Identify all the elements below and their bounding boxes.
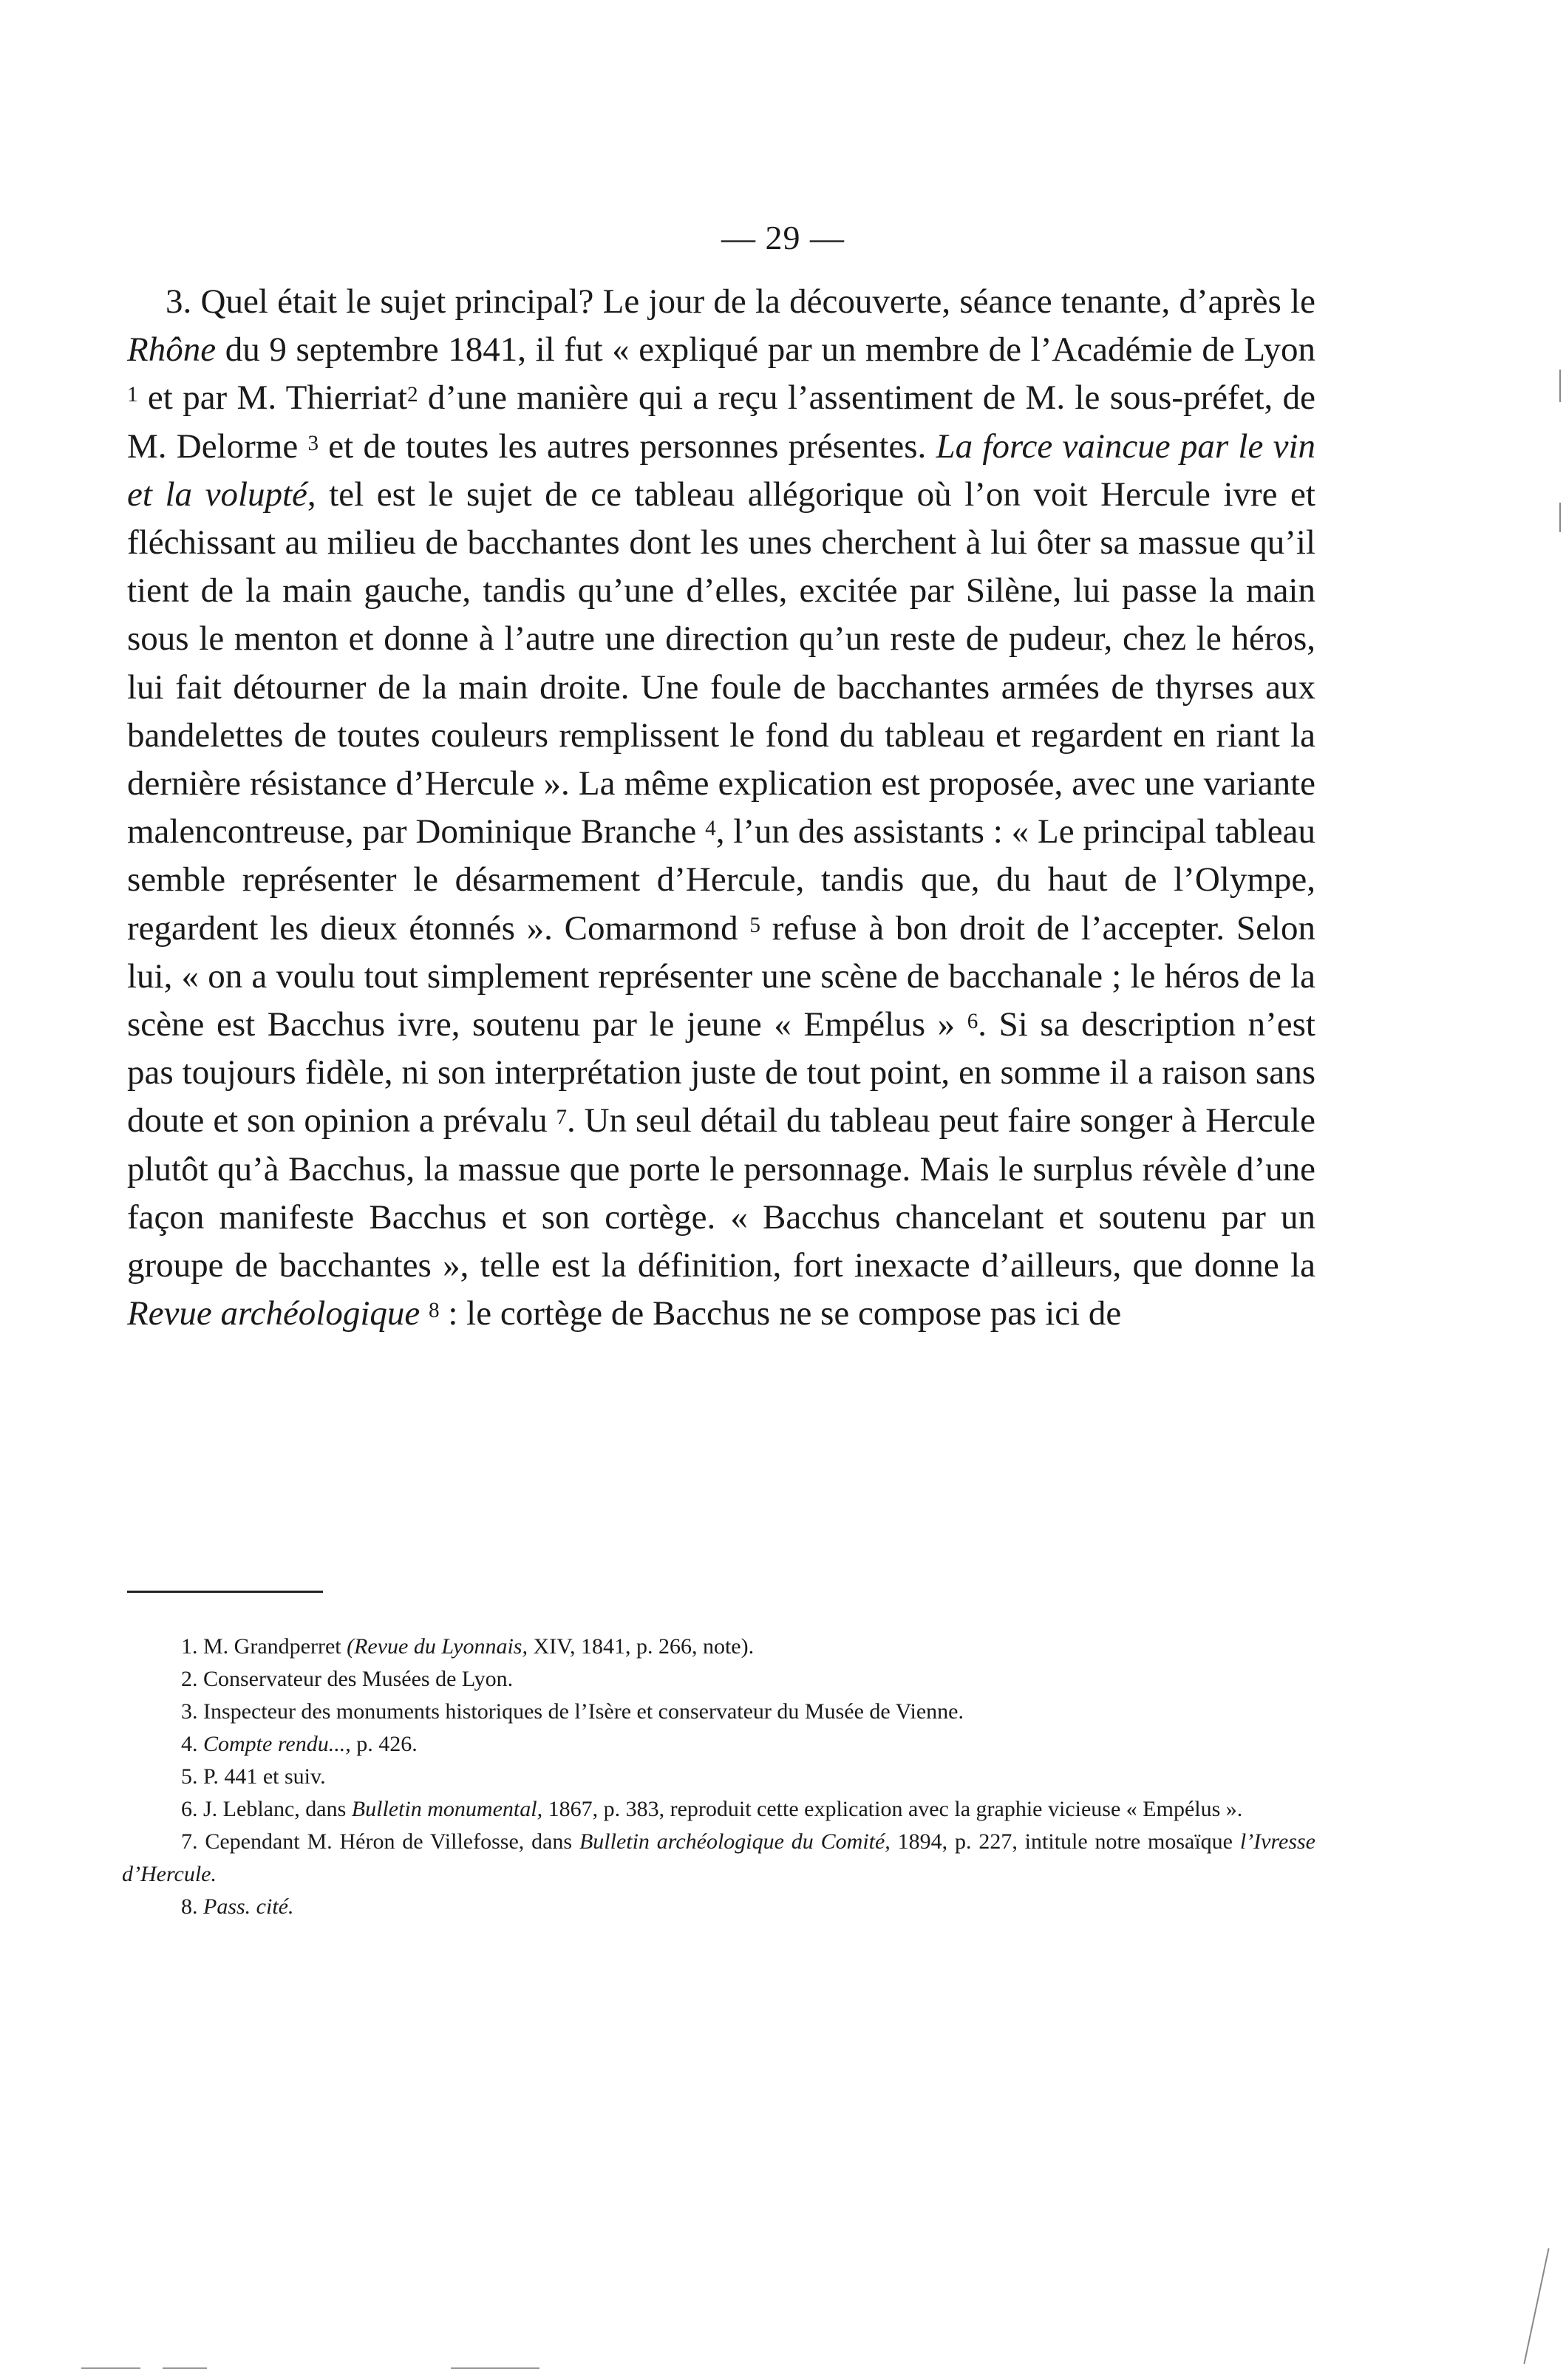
main-paragraph	[127, 278, 1315, 1338]
text-run: et par M. Thierriat	[137, 378, 408, 418]
footnotes	[122, 1631, 1315, 1923]
scan-edge-mark	[451, 2367, 539, 2369]
footnote-ref-8[interactable]: 8	[429, 1299, 440, 1323]
text-run: 3. Quel était le sujet principal? Le jour de la découverte, séance tenante, d’après le	[166, 282, 1315, 321]
scan-edge-mark	[163, 2367, 207, 2369]
footnote-8: 8. Pass. cité.	[181, 1894, 294, 1919]
italic-title-force: La force vaincue par le vin et la volupté	[127, 426, 1316, 514]
italic-title-rhone: Rhône	[127, 330, 217, 370]
italic-title-revue: Revue archéologique	[127, 1294, 421, 1333]
footnote-ref-7[interactable]: 7	[556, 1106, 568, 1130]
page-number: — 29 —	[721, 219, 845, 256]
footnote-ref-2[interactable]: 2	[407, 383, 418, 407]
text-run: : le cortège de Bacchus ne se compose pas ici de	[439, 1294, 1122, 1333]
footnote-ref-3[interactable]: 3	[307, 431, 319, 455]
text-run: refuse à bon droit de l’accepter. Selon lui, « on a voulu tout simplement représenter une scène de bacchanale ; le héros de la scène est Bacchus ivre, soutenu par le jeune « Empélus »	[127, 908, 1315, 1044]
footnote-separator	[127, 1591, 323, 1593]
text-run: d’une manière qui a reçu l’assentiment de M. le sous-préfet, de M. Delorme	[127, 378, 1315, 466]
text-run: . Un seul détail du tableau peut faire songer à Hercule plutôt qu’à Bacchus, la massue que porte le personnage. Mais le surplus révèle d’une façon manifeste Bacchus et son cortège. « Bacchus chancelant et soutenu par un groupe de bacchantes », telle est la définition, fort inexacte d’ailleurs, que donne la	[127, 1101, 1315, 1285]
text-run: , l’un des assistants : « Le principal tableau semble représenter le désarmement d’Hercule, tandis que, du haut de l’Olympe, regardent les dieux étonnés ». Comarmond	[127, 812, 1315, 948]
footnote-2: 2. Conservateur des Musées de Lyon.	[181, 1667, 514, 1691]
footnote-1: 1. M. Grandperret (Revue du Lyonnais, XIV, 1841, p. 266, note).	[181, 1634, 755, 1659]
text-run: et de toutes les autres personnes présentes.	[319, 426, 936, 466]
footnote-ref-6[interactable]: 6	[967, 1009, 978, 1033]
scan-edge-mark	[81, 2367, 140, 2369]
footnote-ref-1[interactable]: 1	[127, 383, 138, 407]
footnote-4: 4. Compte rendu..., p. 426.	[181, 1732, 418, 1756]
footnote-7: 7. Cependant M. Héron de Villefosse, dans Bulletin archéologique du Comité, 1894, p. 227, intitule notre mosaïque l’Ivresse d’Hercule.	[122, 1829, 1316, 1886]
text-run: . Si sa description n’est pas toujours fidèle, ni son interprétation juste de tout point, en somme il a raison sans doute et son opinion a prévalu	[127, 1005, 1315, 1140]
scan-margin-mark	[1523, 2248, 1549, 2364]
scan-margin-mark	[1559, 370, 1561, 402]
footnote-6: 6. J. Leblanc, dans Bulletin monumental, 1867, p. 383, reproduit cette explication avec la graphie vicieuse « Empélus ».	[181, 1797, 1243, 1821]
footnote-5: 5. P. 441 et suiv.	[181, 1764, 326, 1789]
footnote-3: 3. Inspecteur des monuments historiques de l’Isère et conservateur du Musée de Vienne.	[181, 1699, 964, 1724]
footnote-ref-5[interactable]: 5	[749, 913, 760, 937]
footnote-ref-4[interactable]: 4	[705, 817, 716, 841]
text-run: du 9 septembre 1841, il fut « expliqué par un membre de l’Académie de Lyon	[216, 330, 1315, 370]
text-run: , tel est le sujet de ce tableau allégorique où l’on voit Hercule ivre et fléchissant au milieu de bacchantes dont les unes cherchent à lui ôter sa massue qu’il tient de la main gauche, tandis qu’une d’elles, excitée par Silène, lui passe la main sous le menton et donne à l’autre une direction qu’un reste de pudeur, chez le héros, lui fait détourner de la main droite. Une foule de bacchantes armées de thyrses aux bandelettes de toutes couleurs remplissent le fond du tableau et regardent en riant la dernière résistance d’Hercule ». La même explication est proposée, avec une variante malencontreuse, par Dominique Branche	[127, 475, 1315, 851]
scan-margin-mark	[1559, 503, 1561, 532]
